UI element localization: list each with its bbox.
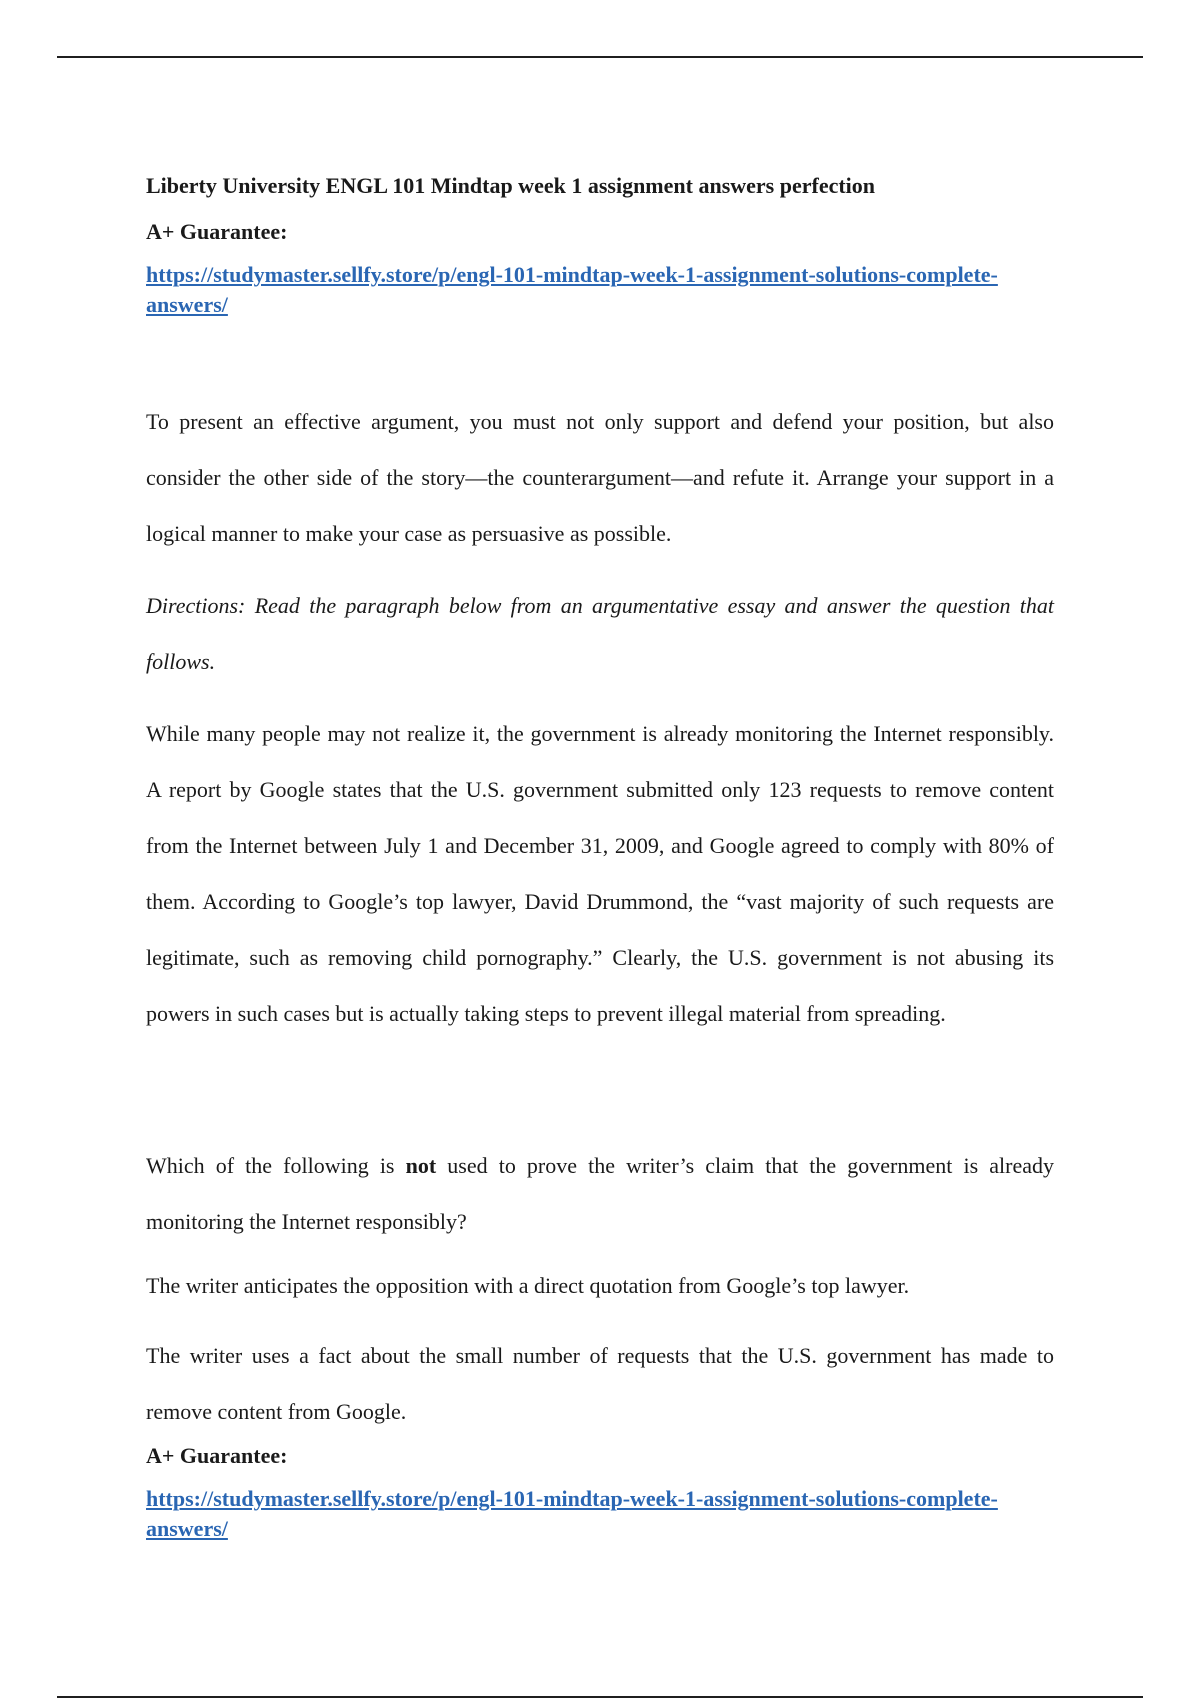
directions-paragraph: Directions: Read the paragraph below from an argumentative essay and answer the question that follows. bbox=[146, 593, 1054, 674]
footer-rule bbox=[57, 1696, 1143, 1698]
question-paragraph bbox=[146, 1138, 1054, 1250]
footer-guarantee-label: A+ Guarantee: bbox=[146, 1443, 288, 1468]
header-rule bbox=[57, 56, 1143, 58]
document-title: Liberty University ENGL 101 Mindtap week 1 assignment answers perfection bbox=[146, 173, 876, 198]
question-text-before: Which of the following is bbox=[146, 1153, 406, 1178]
essay-paragraph: While many people may not realize it, the government is already monitoring the Internet responsibly. A report by Google states that the U.S. government submitted only 123 requests to remove content from the Internet between July 1 and December 31, 2009, and Google agreed to comply with 80% of them. According to Google’s top lawyer, David Drummond, the “vast majority of such requests are legitimate, such as removing child pornography.” Clearly, the U.S. government is not abusing its powers in such cases but is actually taking steps to prevent illegal material from spreading. bbox=[146, 721, 1054, 1026]
question-emphasis: not bbox=[405, 1153, 437, 1178]
question-text-after: used to prove the writer’s claim that the government is already monitoring the Internet responsibly? bbox=[146, 1153, 1054, 1234]
document-body bbox=[146, 170, 1054, 1544]
guarantee-link[interactable]: https://studymaster.sellfy.store/p/engl-101-mindtap-week-1-assignment-solutions-complete-answers/ bbox=[146, 262, 998, 317]
intro-paragraph: To present an effective argument, you must not only support and defend your position, but also consider the other side of the story—the counterargument—and refute it. Arrange your support in a logical manner to make your case as persuasive as possible. bbox=[146, 409, 1054, 546]
footer-guarantee-link[interactable]: https://studymaster.sellfy.store/p/engl-101-mindtap-week-1-assignment-solutions-complete-answers/ bbox=[146, 1486, 998, 1541]
answer-option-1: The writer anticipates the opposition with a direct quotation from Google’s top lawyer. bbox=[146, 1273, 910, 1298]
answer-option-2: The writer uses a fact about the small number of requests that the U.S. government has made to remove content from Google. bbox=[146, 1343, 1054, 1424]
guarantee-label: A+ Guarantee: bbox=[146, 219, 288, 244]
